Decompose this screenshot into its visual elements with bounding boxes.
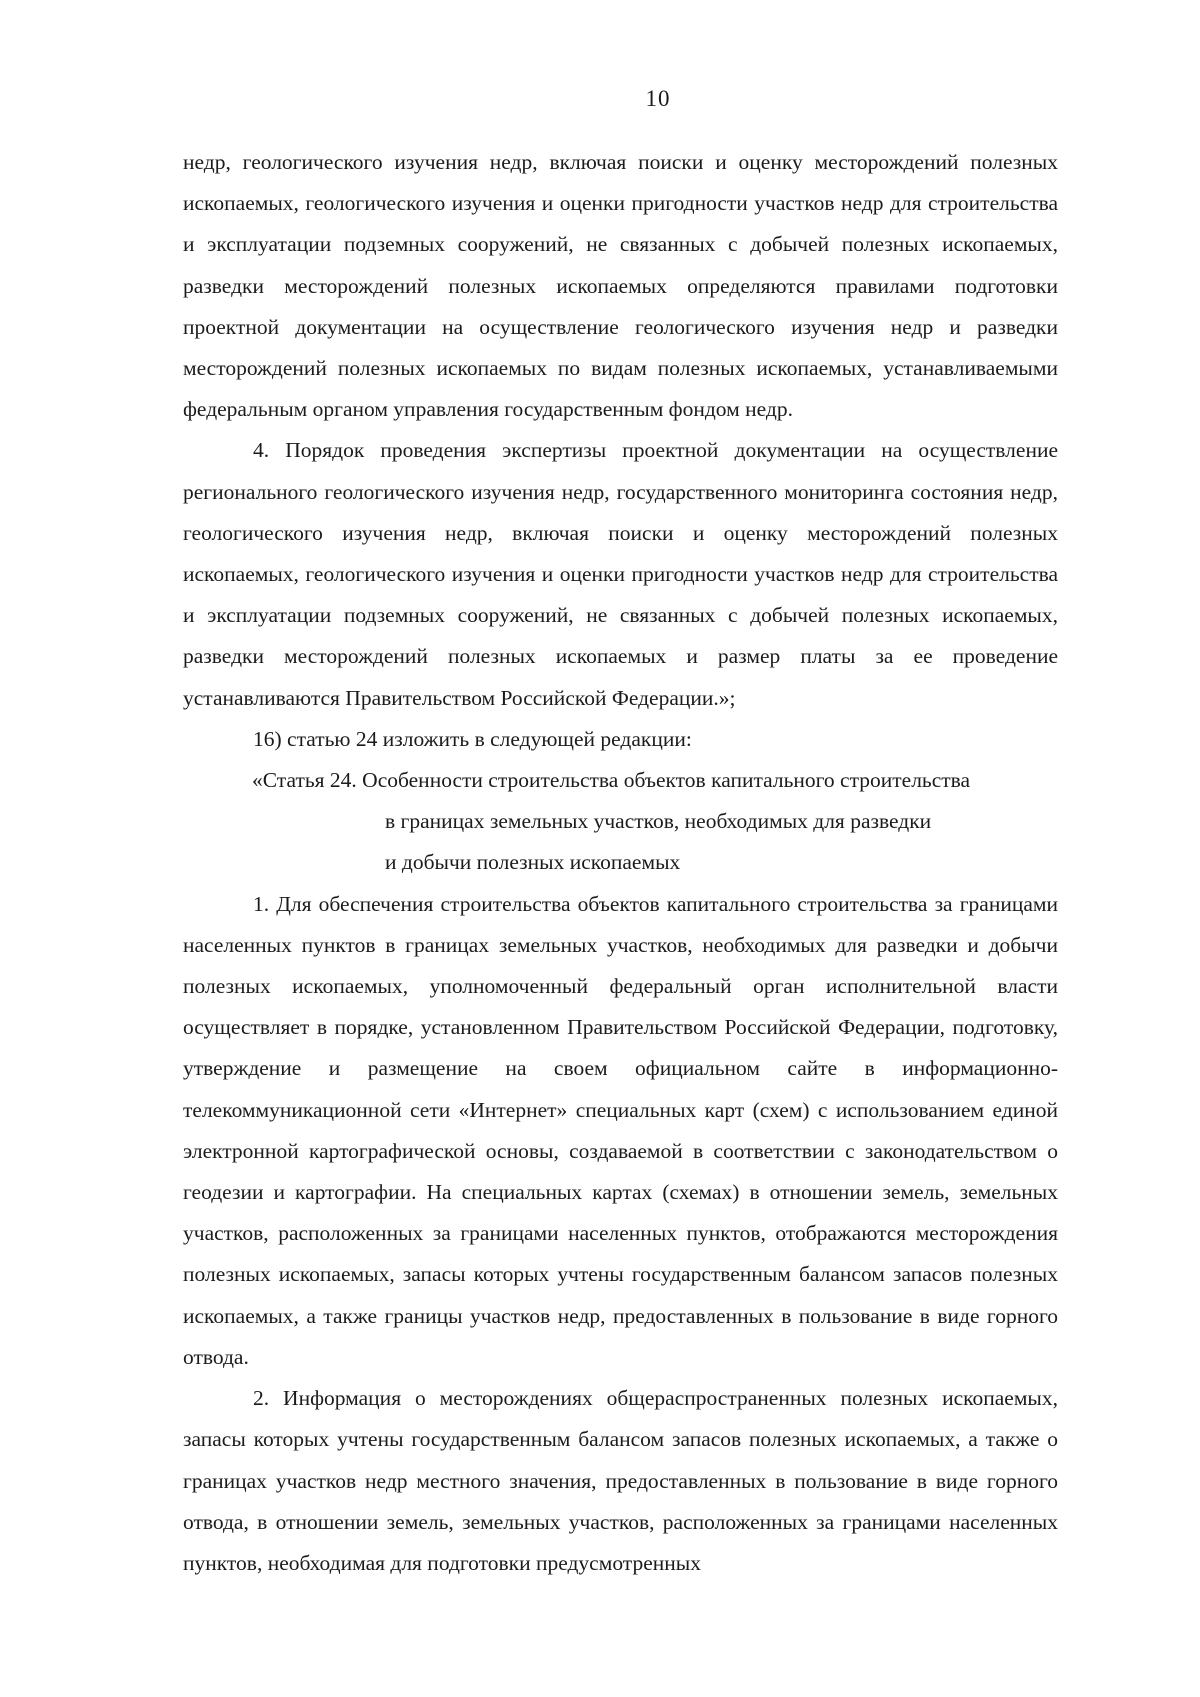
paragraph-item-4: 4. Порядок проведения экспертизы проектной документации на осуществление регионального геологического изучения недр, государственного мониторинга состояния недр, геологического изучения недр, включая поиски и оценку месторождений полезных ископаемых, геологического изучения и оценки пригодности участков недр для строительства и эксплуатации подземных сооружений, не связанных с добычей полезных ископаемых, разведки месторождений полезных ископаемых и размер платы за ее проведение устанавливаются Правительством Российской Федерации.»; [183,438,1058,710]
article-heading-line-1: «Статья 24. Особенности строительства объектов капитального строительства [252,768,971,793]
article-heading-line-3: и добычи полезных ископаемых [385,850,681,875]
paragraph-item-16: 16) статью 24 изложить в следующей редакции: [253,726,692,751]
article-heading [183,760,1058,884]
document-body [183,142,1058,1584]
page-number: 10 [645,86,671,111]
paragraph-continuation: недр, геологического изучения недр, включая поиски и оценку месторождений полезных ископаемых, геологического изучения и оценки пригодности участков недр для строительства и эксплуатации подземных сооружений, не связанных с добычей полезных ископаемых, разведки месторождений полезных ископаемых определяются правилами подготовки проектной документации на осуществление геологического изучения недр и разведки месторождений полезных ископаемых по видам полезных ископаемых, устанавливаемыми федеральным органом управления государственным фондом недр. [183,150,1058,422]
article-heading-line-2: в границах земельных участков, необходимых для разведки [385,809,932,834]
article-paragraph-1: 1. Для обеспечения строительства объектов капитального строительства за границами населенных пунктов в границах земельных участков, необходимых для разведки и добычи полезных ископаемых, уполномоченный федеральный орган исполнительной власти осуществляет в порядке, установленном Правительством Российской Федерации, подготовку, утверждение и размещение на своем официальном сайте в информационно-телекоммуникационной сети «Интернет» специальных карт (схем) с использованием единой электронной картографической основы, создаваемой в соответствии с законодательством о геодезии и картографии. На специальных картах (схемах) в отношении земель, земельных участков, расположенных за границами населенных пунктов, отображаются месторождения полезных ископаемых, запасы которых учтены государственным балансом запасов полезных ископаемых, а также границы участков недр, предоставленных в пользование в виде горного отвода. [183,891,1058,1369]
article-paragraph-2: 2. Информация о месторождениях общераспространенных полезных ископаемых, запасы которых учтены государственным балансом запасов полезных ископаемых, а также о границах участков недр местного значения, предоставленных в пользование в виде горного отвода, в отношении земель, земельных участков, расположенных за границами населенных пунктов, необходимая для подготовки предусмотренных [183,1386,1058,1575]
